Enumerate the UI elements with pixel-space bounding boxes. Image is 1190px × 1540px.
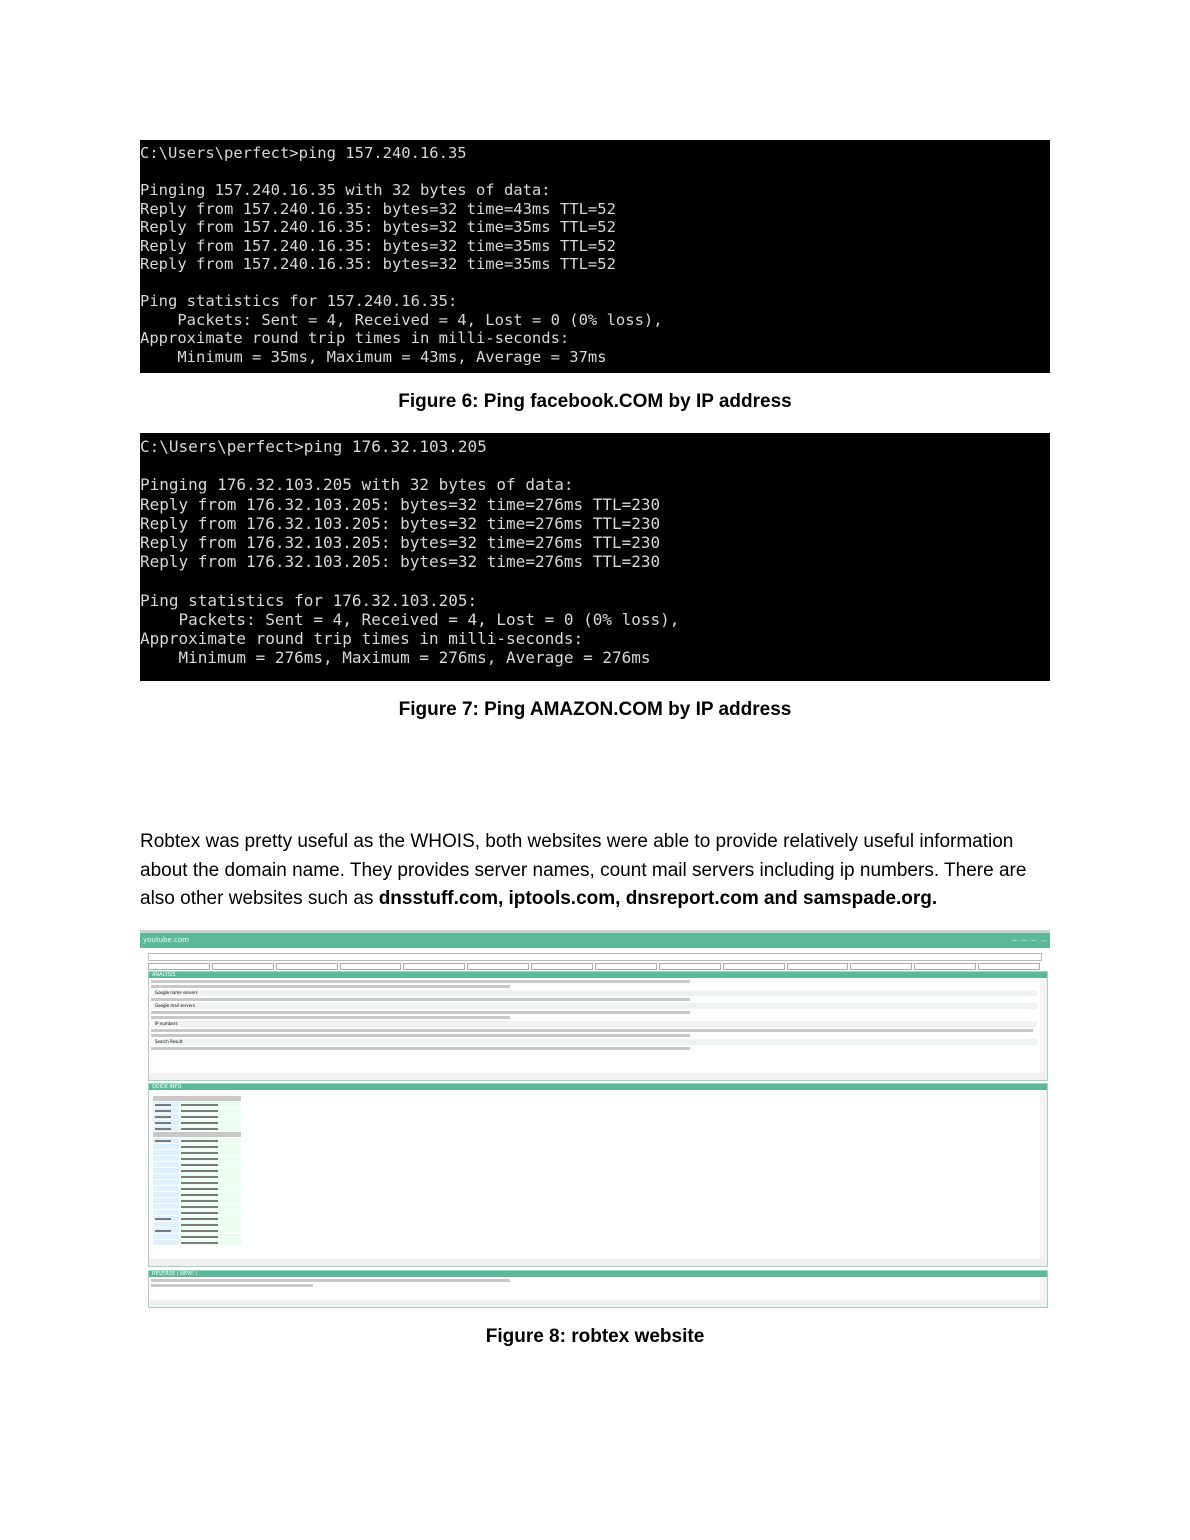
reverse-panel [148, 1270, 1048, 1308]
terminal-line: Reply from 176.32.103.205: bytes=32 time=276ms TTL=230 [140, 494, 661, 514]
quick-info-panel [148, 1083, 1048, 1267]
terminal-line: Reply from 157.240.16.35: bytes=32 time=35ms TTL=52 [140, 236, 616, 255]
table-row [153, 1102, 241, 1107]
paragraph-text: Robtex was pretty useful as the WHOIS, both websites were able to provide relatively useful information about the domain name. They provides server names, count mail servers including ip numbers. There are also other websites such as [140, 831, 1027, 909]
table-row [153, 1222, 241, 1227]
terminal-line: Packets: Sent = 4, Received = 4, Lost = 0 (0% loss), [140, 609, 680, 629]
table-row [153, 1174, 241, 1179]
horizontal-scrollbar[interactable] [149, 1073, 1047, 1080]
terminal-line: Packets: Sent = 4, Received = 4, Lost = 0 (0% loss), [140, 310, 663, 329]
subheading-search-result: Search Result [153, 1039, 1037, 1045]
terminal-line: Reply from 176.32.103.205: bytes=32 time=276ms TTL=230 [140, 513, 661, 533]
table-row [153, 1108, 241, 1113]
terminal-line: Reply from 157.240.16.35: bytes=32 time=35ms TTL=52 [140, 255, 616, 273]
subheading-ip-numbers: IP numbers [153, 1021, 1037, 1027]
ping-amazon-terminal [140, 433, 1050, 681]
terminal-line: Minimum = 276ms, Maximum = 276ms, Average = 276ms [140, 648, 651, 668]
table-row [153, 1240, 241, 1245]
robtex-tab[interactable] [914, 963, 976, 970]
terminal-line: Approximate round trip times in milli-seconds: [140, 329, 570, 347]
text-line [151, 1029, 1033, 1032]
table-row [153, 1192, 241, 1197]
table-row [153, 1168, 241, 1173]
terminal-line: Pinging 157.240.16.35 with 32 bytes of data: [140, 181, 551, 199]
terminal-line: Ping statistics for 157.240.16.35: [140, 292, 458, 310]
terminal-line: C:\Users\perfect>ping 176.32.103.205 [140, 437, 487, 456]
table-row [153, 1198, 241, 1203]
quick-info-panel-title: QUICK INFO [149, 1084, 1047, 1090]
text-line [151, 980, 690, 983]
table-row [153, 1228, 241, 1233]
text-line [151, 985, 510, 988]
terminal-line [140, 456, 1050, 475]
analysis-panel-title: ANALYSIS [149, 972, 1047, 978]
horizontal-scrollbar[interactable] [149, 1259, 1047, 1266]
text-line [151, 1047, 690, 1050]
robtex-tab[interactable] [531, 963, 593, 970]
table-row [153, 1150, 241, 1155]
body-paragraph [140, 828, 1060, 914]
figure-7-caption: Figure 7: Ping AMAZON.COM by IP address [398, 699, 792, 720]
text-line [151, 1016, 510, 1019]
table-row [153, 1156, 241, 1161]
table-row [153, 1180, 241, 1185]
horizontal-scrollbar[interactable] [149, 1300, 1047, 1307]
terminal-line: Minimum = 35ms, Maximum = 43ms, Average = 37ms [140, 347, 607, 366]
window-buttons-icon: — — — — [1011, 937, 1048, 944]
table-row [153, 1210, 241, 1215]
robtex-tab[interactable] [148, 963, 210, 970]
table-row [153, 1234, 241, 1239]
text-line [151, 1279, 510, 1282]
robtex-tab[interactable] [595, 963, 657, 970]
robtex-tab[interactable] [850, 963, 912, 970]
vertical-scrollbar[interactable] [1040, 1090, 1047, 1259]
robtex-search-input[interactable] [148, 953, 1042, 961]
text-line [151, 1011, 690, 1014]
text-line [151, 998, 690, 1001]
robtex-tab[interactable] [723, 963, 785, 970]
table-row [153, 1216, 241, 1221]
terminal-line: Ping statistics for 176.32.103.205: [140, 590, 478, 610]
reverse-panel-title: REVERSE ( NEW! ) [149, 1271, 1047, 1277]
terminal-line: Reply from 157.240.16.35: bytes=32 time=35ms TTL=52 [140, 218, 616, 236]
table-row [153, 1162, 241, 1167]
text-line [151, 1034, 690, 1037]
table-row [153, 1204, 241, 1209]
figure-8-caption: Figure 8: robtex website [485, 1326, 705, 1347]
table-row [153, 1132, 241, 1137]
terminal-line [140, 163, 1050, 182]
figure-6-caption: Figure 6: Ping facebook.COM by IP address [398, 391, 792, 412]
table-row [153, 1114, 241, 1119]
vertical-scrollbar[interactable] [1040, 978, 1047, 1073]
terminal-line [140, 274, 1050, 293]
table-row [153, 1126, 241, 1131]
robtex-screenshot [140, 930, 1050, 1311]
terminal-line [140, 571, 1050, 590]
ping-facebook-terminal [140, 140, 1050, 373]
robtex-tab[interactable] [659, 963, 721, 970]
table-row [153, 1120, 241, 1125]
robtex-header [140, 933, 1050, 948]
table-row [153, 1186, 241, 1191]
paragraph-bold-sites: dnsstuff.com, iptools.com, dnsreport.com and samspade.org. [378, 888, 938, 909]
robtex-site-title: youtube.com [143, 936, 189, 944]
robtex-tab[interactable] [787, 963, 849, 970]
terminal-line: Reply from 176.32.103.205: bytes=32 time=276ms TTL=230 [140, 552, 661, 572]
robtex-tab[interactable] [212, 963, 274, 970]
terminal-line: Reply from 176.32.103.205: bytes=32 time=276ms TTL=230 [140, 532, 661, 552]
robtex-tab[interactable] [276, 963, 338, 970]
subheading-name-servers: Google name servers [153, 990, 1037, 996]
terminal-line: Reply from 157.240.16.35: bytes=32 time=43ms TTL=52 [140, 199, 616, 218]
robtex-tab[interactable] [340, 963, 402, 970]
robtex-tab[interactable] [978, 963, 1040, 970]
robtex-tab[interactable] [403, 963, 465, 970]
terminal-line: C:\Users\perfect>ping 157.240.16.35 [140, 144, 467, 162]
subheading-mail-servers: Google mail servers [153, 1003, 1037, 1009]
robtex-tab-bar [148, 963, 1042, 970]
terminal-line: Approximate round trip times in milli-seconds: [140, 628, 584, 648]
table-row [153, 1096, 241, 1101]
table-row [153, 1138, 241, 1143]
quick-info-table [153, 1096, 241, 1246]
robtex-tab[interactable] [467, 963, 529, 970]
vertical-scrollbar[interactable] [1040, 1277, 1047, 1300]
table-row [153, 1144, 241, 1149]
terminal-line: Pinging 176.32.103.205 with 32 bytes of data: [140, 475, 574, 495]
text-line [151, 1284, 313, 1287]
analysis-panel [148, 971, 1048, 1081]
